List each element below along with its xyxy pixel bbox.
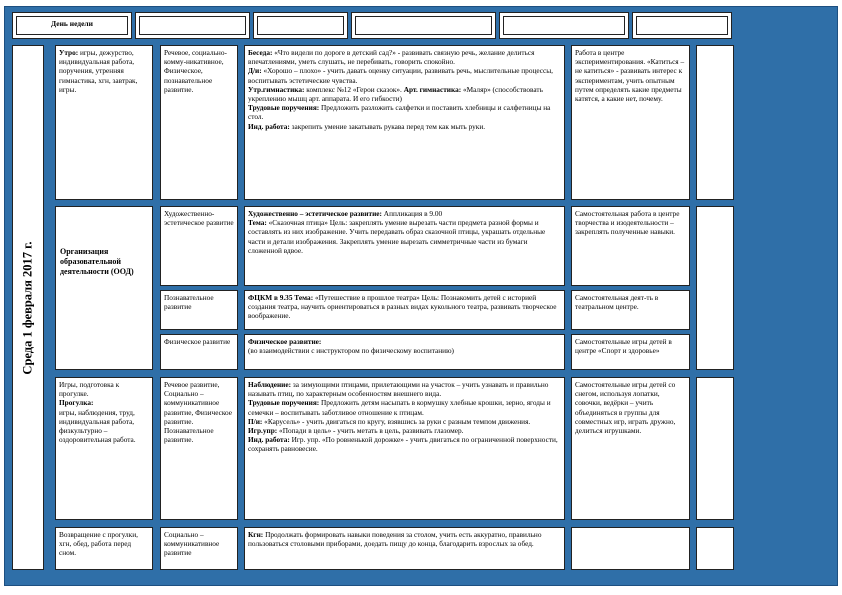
- org-label: Организация образовательной деятельности (ООД): [60, 247, 134, 276]
- row1-line: Трудовые поручения: Предложить разложить салфетки и поставить хлебницы и салфетницы на стол.: [248, 103, 551, 122]
- row1-area-text: Речевое, социально-комму-никативное, Физическое, познавательное развитие.: [164, 48, 227, 94]
- row3-parents-cell: [696, 377, 734, 520]
- row1-independent-text: Работа в центре экспериментирования. «Катиться – не катиться» - развивать интерес к экспериментам, учить опытным путем определять какие предметы катятся, а какие нет, почему.: [575, 48, 685, 104]
- row3-independent-cell: [571, 377, 690, 520]
- row3-area-text: Речевое развитие, Социально – коммуникативное развитие, Физическое развитие. Познавательное развитие.: [164, 380, 233, 445]
- row2b-content-cell: ФЦКМ в 9.35 Тема: «Путешествие в прошлое театра» Цель: Познакомить детей с историей создания театра, научить ориентироваться в разных видах кукольного театра, развивать творческое воображение.: [244, 290, 565, 330]
- row1-regime-text: игры, дежурство, индивидуальная работа, поручения, утренняя гимнастика, хгн, завтрак, игры.: [59, 48, 138, 94]
- row2c-area-cell: [160, 334, 238, 370]
- header-cell-5: [499, 12, 629, 39]
- row3-regime-bold: Прогулка:: [59, 398, 94, 408]
- row3-independent-text: Самостоятельные игры детей со снегом, используя лопатки, совочки, ведёрки – учить объединяться в группы для совместных игр, играть дружно, делиться игрушками.: [575, 380, 676, 436]
- header-cell-2: [135, 12, 250, 39]
- row1-content-cell: [244, 45, 565, 200]
- row2a-independent-cell: [571, 206, 690, 286]
- row2b-independent-cell: [571, 290, 690, 330]
- row1-independent-cell: [571, 45, 690, 200]
- row2b-area-cell: [160, 290, 238, 330]
- row2c-content-cell: Физическое развитие: (во взаимодействии с инструктором по физическому воспитанию): [244, 334, 565, 370]
- row4-area-cell: [160, 527, 238, 570]
- row1-regime-cell: [55, 45, 153, 200]
- row1-area-cell: [160, 45, 238, 200]
- org-label-cell: [55, 206, 153, 370]
- row2a-area-text: Художественно-эстетическое развитие: [164, 209, 234, 228]
- row2c-area-text: Физическое развитие: [164, 337, 231, 346]
- row1-line: Инд. работа: закрепить умение закатывать рукава перед тем как мыть руки.: [248, 121, 486, 131]
- day-cell: [12, 45, 44, 570]
- row4-regime-text: Возвращение с прогулки, хгн, обед, работа перед сном.: [59, 530, 138, 558]
- row2a-area-cell: [160, 206, 238, 286]
- row2b-area-text: Познавательное развитие: [164, 293, 214, 312]
- header-cell-3: [253, 12, 348, 39]
- row3-regime-cell: [55, 377, 153, 520]
- row2b-independent-text: Самостоятельная деят-ть в театральном центре.: [575, 293, 659, 312]
- row2a-parents-cell: [696, 206, 734, 370]
- row3-area-cell: [160, 377, 238, 520]
- row2a-content-cell: Художественно – эстетическое развитие: Аппликация в 9.00 Тема: «Сказочная птица» Цель: закреплять умение вырезать части предмета разной формы и составлять из них изображение. Учить передавать образ сказочной птицы, украшать отдельные части и детали изображения. Закреплять умение вырезать симметричные части из бумаги сложенной вдвое.: [244, 206, 565, 286]
- row2c-independent-cell: [571, 334, 690, 370]
- row1-line: Д/и: «Хорошо – плохо» - учить давать оценку ситуации, развивать речь, мыслительные процессы, воспитывать эстетические чувства.: [248, 66, 554, 85]
- row1-parents-cell: [696, 45, 734, 200]
- header-day-cell: [12, 12, 132, 39]
- row3-regime-top: Игры, подготовка к прогулке.: [59, 380, 120, 399]
- row3-content-cell: Наблюдение: за зимующими птицами, прилетающими на участок – учить узнавать и правильно называть птиц, по характерным особенностям внешнего вида. Трудовые поручения: Предложить детям насыпать в кормушку хлебные крошки, зерно, ягоды и семечки – воспитывать заботливое отношение к птицам. П/и: «Карусель» - учить двигаться по кругу, взявшись за руки с разным темпом движения. Игр.упр: «Попади в цель» - учить метать в цель, развивать глазомер. Инд. работа: Игр. упр. «По ровненькой дорожке» - учить двигаться по ограниченной поверхности, сохранять равновесие.: [244, 377, 565, 520]
- row3-regime-rest: игры, наблюдения, труд, индивидуальная работа, физкультурно – оздоровительная работа.: [59, 407, 136, 445]
- header-day-label: День недели: [51, 19, 93, 28]
- header-cell-4: [351, 12, 496, 39]
- header-cell-6: [632, 12, 732, 39]
- day-label: Среда 1 февраля 2017 г.: [20, 240, 35, 375]
- row4-parents-cell: [696, 527, 734, 570]
- row4-independent-cell: [571, 527, 690, 570]
- row4-content-cell: Кгн: Продолжать формировать навыки поведения за столом, учить есть аккуратно, правильно пользоваться столовыми приборами, доедать пищу до конца, благодарить взрослых за обед.: [244, 527, 565, 570]
- row4-area-text: Социально – коммуникативное развитие: [164, 530, 220, 558]
- row1-regime-bold: Утро:: [59, 48, 79, 57]
- row4-regime-cell: [55, 527, 153, 570]
- row1-line: Утр.гимнастика: комплекс №12 «Герои сказок». Арт. гимнастика: «Маляр» (способствовать укреплению мышц арт. аппарата. И его гибкости): [248, 84, 543, 104]
- row2a-independent-text: Самостоятельная работа в центре творчества и изодеятельности – закреплять полученные навыки.: [575, 209, 680, 237]
- row2c-independent-text: Самостоятельные игры детей в центре «Спорт и здоровье»: [575, 337, 672, 356]
- row1-line: Беседа: «Что видели по дороге в детский сад?» - развивать связную речь, желание делиться впечатлениями, уметь слушать, не перебивать, говорить спокойно.: [248, 48, 535, 67]
